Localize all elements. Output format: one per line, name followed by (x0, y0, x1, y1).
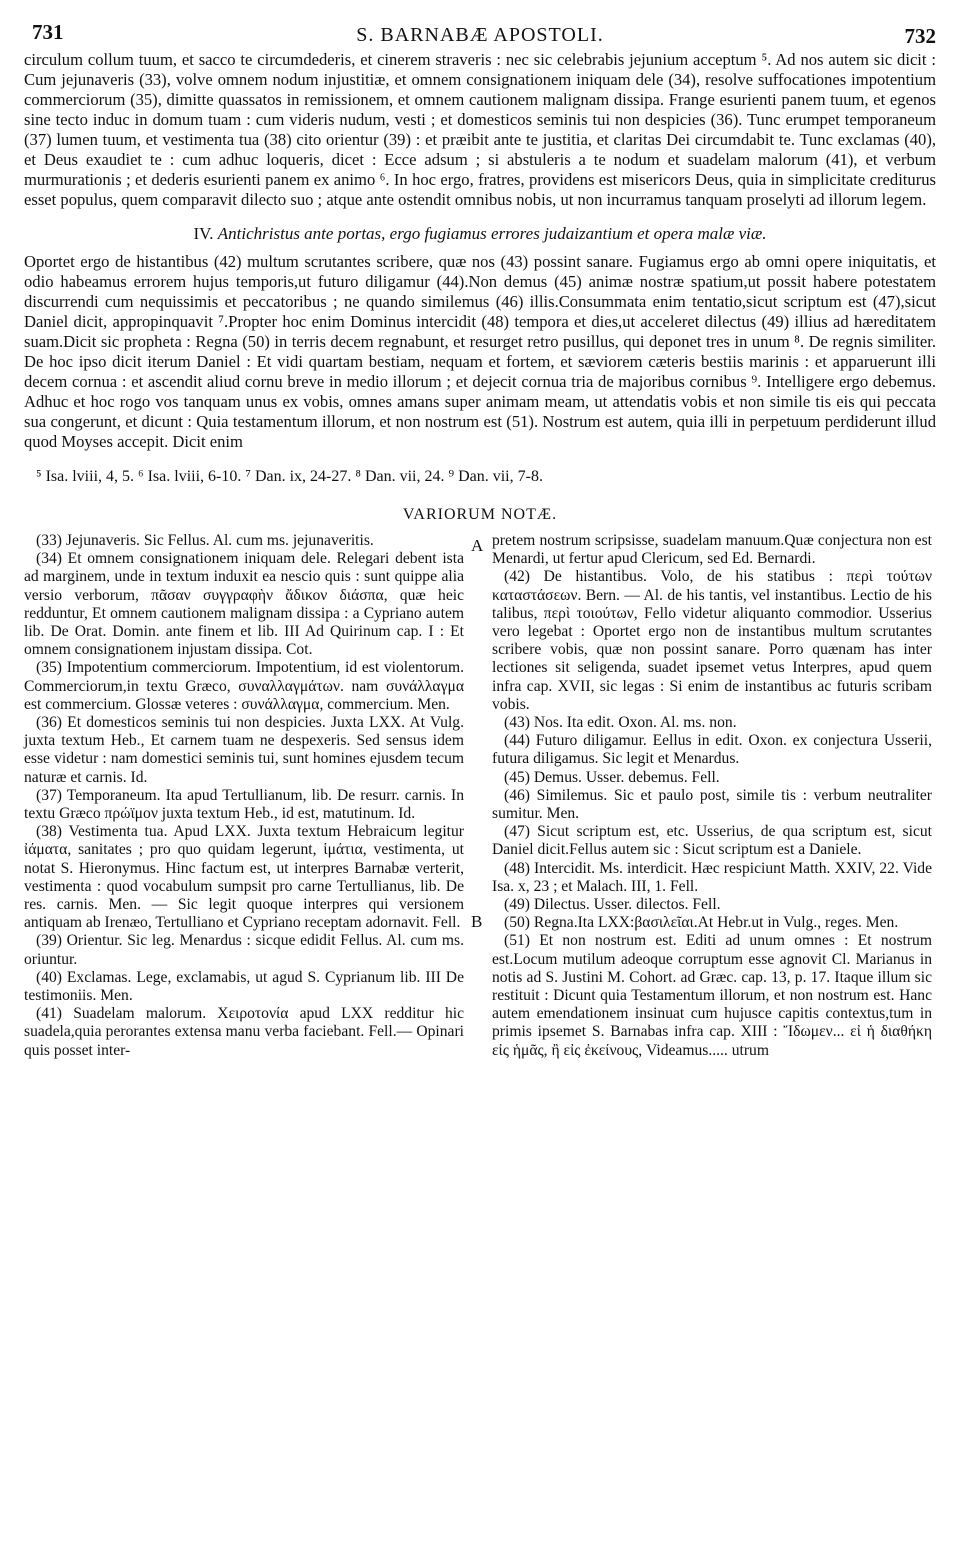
running-title: S. BARNABÆ APOSTOLI. (356, 24, 604, 46)
note: (38) Vestimenta tua. Apud LXX. Juxta textum Hebraicum legitur ἰάματα, sanitates ; pro quo quidam legerunt, ἱμάτια, vestimenta, ut notat S. Hieronymus. Hinc factum est, ut interpres Barnabæ verterit, vestimenta : quod vocabulum sumpsit pro carne Tertullianus, lib. De res. carnis. Men. — Sic legit quoque interpres qui versionem antiquam ab Irenæo, Tertulliano et Cypriano receptam adornavit. Fell. (24, 823, 464, 932)
note: (45) Demus. Usser. debemus. Fell. (504, 768, 720, 786)
note: (42) De histantibus. Volo, de his statibus : περὶ τούτων καταστάσεων. Bern. — Al. de his tantis, vel instantibus. Lectio de his talibus, περὶ τοιούτων, Fello videtur aliquanto commodior. Usserius vero legebat : Oportet ergo non de instantibus multum scrutantes scribere vobis, quæ non possint sanare. Porro quænam has inter lectiones sit seligenda, suadet ipsemet vetus Interpres, apud quem infra cap. XVII, sic legas : Si enim de instantibus ac futuris scribam vobis. (492, 568, 932, 713)
note: (37) Temporaneum. Ita apud Tertullianum, lib. De resurr. carnis. In textu Græco πρώϊμον juxta textum Heb., id est, matutinum. Id. (24, 786, 464, 823)
section-title: Antichristus ante portas, ergo fugiamus errores judaizantium et opera malæ viæ. (217, 224, 767, 243)
notes-left-column (24, 532, 464, 1060)
note: (51) Et non nostrum est. Editi ad unum omnes : Et nostrum est.Locum mutilum adeoque corruptum esse agnovit Cl. Marianus in notis ad S. Justini M. Cohort. ad Græc. cap. 13, p. 17. Itaque illum sic restituit : Dicunt quia Testamentum illorum, et non nostrum est. Hanc autem emendationem insinuat cum hujusce capitis contextus,tum in primis ipsemet S. Barnabas infra cap. XIII : Ἴδωμεν... εἰ ἡ διαθήκη εἰς ἡμᾶς, ἢ εἰς ἐκείνους, Videamus..... utrum (492, 932, 932, 1059)
main-paragraph: circulum collum tuum, et sacco te circumdederis, et cinerem straveris : nec sic celebrabis jejunium acceptum ⁵. Ad nos autem sic dicit : Cum jejunaveris (33), volve omnem nodum injustitiæ, et omnem consignationem iniquam dele (34), resolve suffocationes impotentium commerciorum (35), dimitte quassatos in remissionem, et omnem cautionem malignam dissipa. Frange esurienti panem tuum, et egenos sine tecto induc in domum tuam : cum videris nudum, vesti ; et domesticos seminis tui non despicies (36). Tunc erumpet temporaneum (37) lumen tuum, et vestimenta tua (38) cito orientur (39) : et præibit ante te justitia, et claritas Dei circumdabit te. Tunc exclamas (40), et Deus exaudiet te : cum adhuc loqueris, dicet : Ecce adsum ; si abstuleris a te nodum et suadelam malorum (41), et verbum murmurationis ; et dederis esurienti panem ex animo ⁶. In hoc ergo, fratres, providens est misericors Deus, quia in simplicitate crediturus esset populus, quem comparavit dilecto suo ; atque ante ostendit omnibus nobis, ut non incurramus tanquam proselyti ad illorum legem. (24, 50, 936, 209)
note: (43) Nos. Ita edit. Oxon. Al. ms. non. (504, 714, 737, 732)
note: (48) Intercidit. Ms. interdicit. Hæc respiciunt Matth. XXIV, 22. Vide Isa. x, 23 ; et Malach. III, 1. Fell. (492, 859, 932, 895)
note: (47) Sicut scriptum est, etc. Usserius, de qua scriptum est, sicut Daniel dicit.Fellus autem sic : Sicut scriptum est a Daniele. (492, 823, 932, 859)
column-marker-b: B (471, 912, 483, 931)
main-text (24, 50, 936, 210)
note: (41) Suadelam malorum. Χειροτονία apud LXX redditur hic suadela,quia perorantes extensa manu verba faciebant. Fell.— Opinari quis posset inter- (24, 1005, 464, 1059)
note: (34) Et omnem consignationem iniquam dele. Relegari debent ista ad marginem, unde in textum induxit ea nescio quis : sunt quippe alia versio verborum, πᾶσαν συγγραφὴν ἄδικον διάσπα, quæ heic redduntur, Et omnem cautionem malignam dissipa : a Cypriano autem lib. De Orat. Domin. ante finem et lib. III Ad Quirinum cap. I : Et omnem consignationem injustam dissipa. Cot. (24, 550, 464, 659)
page-number-right: 732 (904, 24, 936, 48)
note: (35) Impotentium commerciorum. Impotentium, id est violentorum. Commerciorum,in textu Græco, συναλλαγμάτων. nam συνάλλαγμα est commercium. Glossæ veteres : συνάλλαγμα, commercium. Men. (24, 659, 464, 713)
notes-right-column (492, 532, 932, 1060)
note: (49) Dilectus. Usser. dilectos. Fell. (504, 896, 721, 914)
main-text-2 (24, 252, 936, 452)
note: pretem nostrum scripsisse, suadelam manuum.Quæ conjectura non est Menardi, ut fertur apud Clericum, sed Ed. Bernardi. (492, 532, 932, 568)
note: (46) Similemus. Sic et paulo post, simile tis : verbum neutraliter sumitur. Men. (492, 786, 932, 823)
note: (36) Et domesticos seminis tui non despicies. Juxta LXX. At Vulg. juxta textum Heb., Et carnem tuam ne despexeris. Sed sensus idem esse videtur : nam domestici seminis tui, sunt homines ejusdem tecum naturæ et carnis. Id. (24, 714, 464, 786)
page-header (24, 14, 936, 48)
document-page (24, 14, 936, 1059)
section-heading (24, 224, 936, 244)
note: (33) Jejunaveris. Sic Fellus. Al. cum ms. jejunaveritis. (36, 532, 374, 549)
page-number-left: 731 (32, 20, 64, 44)
note: (44) Futuro diligamur. Eellus in edit. Oxon. ex conjectura Usserii, futura diligamus. Sic legit et Menardus. (492, 732, 932, 768)
note: (40) Exclamas. Lege, exclamabis, ut agud S. Cyprianum lib. III De testimoniis. Men. (24, 968, 464, 1005)
column-marker-a: A (471, 536, 484, 555)
note: (50) Regna.Ita LXX:βασιλεῖαι.At Hebr.ut in Vulg., reges. Men. (504, 914, 899, 932)
variorum-heading: VARIORUM NOTÆ. (402, 506, 558, 523)
section-number: IV. (193, 224, 214, 243)
main-paragraph-2: Oportet ergo de histantibus (42) multum scrutantes scribere, quæ nos (43) possint sanare. Fugiamus ergo ab omni opere iniquitatis, et odio habeamus errorem hujus temporis,ut futuro diligamur (44).Non demus (45) animæ nostræ spatium,ut possit habere potestatem discurrendi cum nequissimis et peccatoribus ; ne quando similemus (46) illis.Consummata enim tentatio,sicut scriptum est (47),sicut Daniel dicit, appropinquavit ⁷.Propter hoc enim Dominus intercidit (48) tempora et dies,ut acceleret dilectus (49) illius ad hæreditatem suam.Dicit sic propheta : Regna (50) in terris decem regnabunt, et resurget retro pusillus, qui deponet tres in unum ⁸. De regnis similiter. De hoc ipso dicit iterum Daniel : Et vidi quartam bestiam, nequam et fortem, et sæviorem cæteris bestiis marinis : et apparuerunt illi decem cornua : et ascendit aliud cornu breve in medio illorum ; et dejecit cornua tria de majoribus cornibus ⁹. Intelligere ergo debemus. Adhuc et hoc rogo vos tanquam unus ex vobis, omnes amans super animam meam, ut attendatis vobis et non simile tis eis qui peccata sua congerunt, et dicunt : Quia testamentum illorum, et non nostrum est (51). Nostrum est autem, quia illi in perpetuum perdiderunt illud quod Moyses accepit. Dicit enim (24, 252, 936, 451)
footnotes: ⁵ Isa. lviii, 4, 5. ⁶ Isa. lviii, 6-10. ⁷ Dan. ix, 24-27. ⁸ Dan. vii, 24. ⁹ Dan. vii, 7-8. (36, 468, 543, 485)
note: (39) Orientur. Sic leg. Menardus : sicque edidit Fellus. Al. cum ms. oriuntur. (24, 932, 464, 968)
